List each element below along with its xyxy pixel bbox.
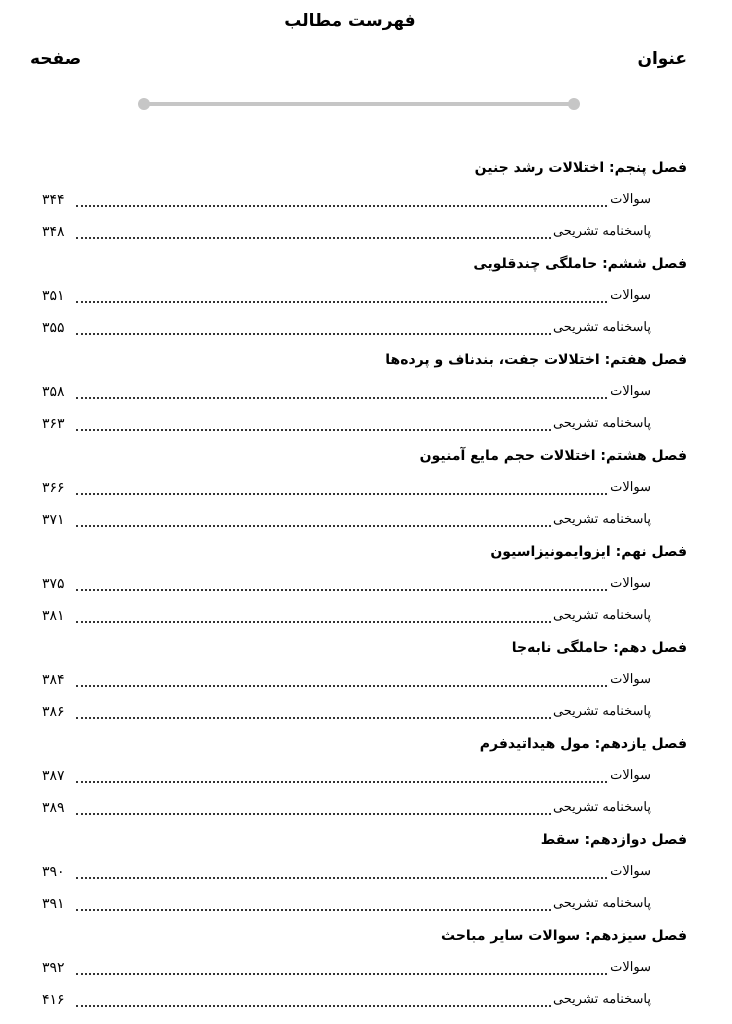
toc-entry[interactable] xyxy=(0,856,732,888)
page-number: ۳۶۶ xyxy=(42,480,65,496)
toc-entry[interactable] xyxy=(0,984,732,1016)
chapter-title[interactable]: فصل دهم: حاملگی نابه‌جا xyxy=(511,640,687,656)
chapter-title[interactable]: فصل سیزدهم: سوالات سایر مباحث xyxy=(441,928,687,944)
dot-leader xyxy=(76,301,651,303)
entry-label: سوالات xyxy=(609,664,651,696)
entry-label: سوالات xyxy=(609,760,651,792)
page-number: ۳۴۸ xyxy=(42,224,65,240)
toc-entry[interactable] xyxy=(0,696,732,728)
page-number: ۳۸۶ xyxy=(42,704,65,720)
page-number: ۳۷۱ xyxy=(42,512,65,528)
entry-label: سوالات xyxy=(609,184,651,216)
chapter-title[interactable]: فصل یازدهم: مول هیداتیدفرم xyxy=(479,736,687,752)
toc-chapter xyxy=(0,920,732,1016)
toc-chapter xyxy=(0,440,732,536)
dot-leader xyxy=(76,973,651,975)
dot-leader xyxy=(76,685,651,687)
toc-entry[interactable] xyxy=(0,952,732,984)
toc-chapter xyxy=(0,344,732,440)
toc-chapter xyxy=(0,152,732,248)
entry-label: پاسخنامه تشریحی xyxy=(552,408,651,440)
header-divider xyxy=(144,102,574,106)
entry-label: پاسخنامه تشریحی xyxy=(552,600,651,632)
entry-label: سوالات xyxy=(609,568,651,600)
toc-entry[interactable] xyxy=(0,312,732,344)
chapter-title[interactable]: فصل نهم: ایزوایمونیزاسیون xyxy=(490,544,687,560)
entry-label: پاسخنامه تشریحی xyxy=(552,792,651,824)
page-number: ۳۹۰ xyxy=(42,864,65,880)
toc-entry[interactable] xyxy=(0,664,732,696)
toc-chapter xyxy=(0,536,732,632)
toc-entry[interactable] xyxy=(0,760,732,792)
page-number: ۳۶۳ xyxy=(42,416,65,432)
page-number: ۳۷۵ xyxy=(42,576,65,592)
chapter-title[interactable]: فصل دوازدهم: سقط xyxy=(540,832,687,848)
toc-entry[interactable] xyxy=(0,888,732,920)
toc-entry[interactable] xyxy=(0,568,732,600)
dot-leader xyxy=(76,877,651,879)
title-column-header: عنوان xyxy=(637,49,687,69)
page-title: فهرست مطالب xyxy=(284,11,416,31)
page-number: ۳۹۱ xyxy=(42,896,65,912)
dot-leader xyxy=(76,493,651,495)
page-number: ۳۹۲ xyxy=(42,960,65,976)
divider-dot-right xyxy=(568,98,580,110)
entry-label: سوالات xyxy=(609,856,651,888)
entry-label: سوالات xyxy=(609,280,651,312)
toc-entry[interactable] xyxy=(0,216,732,248)
page-number: ۳۸۴ xyxy=(42,672,65,688)
dot-leader xyxy=(76,397,651,399)
page-number: ۳۸۷ xyxy=(42,768,65,784)
dot-leader xyxy=(76,781,651,783)
toc-chapter xyxy=(0,824,732,920)
toc-entry[interactable] xyxy=(0,184,732,216)
page-number: ۳۴۴ xyxy=(42,192,65,208)
chapter-title[interactable]: فصل ششم: حاملگی چندقلویی xyxy=(473,256,687,272)
toc-chapter xyxy=(0,728,732,824)
entry-label: پاسخنامه تشریحی xyxy=(552,888,651,920)
chapter-title[interactable]: فصل هفتم: اختلالات جفت، بندناف و پرده‌ها xyxy=(385,352,687,368)
chapter-title[interactable]: فصل هشتم: اختلالات حجم مایع آمنیون xyxy=(419,448,687,464)
dot-leader xyxy=(76,205,651,207)
page-number: ۳۵۸ xyxy=(42,384,65,400)
page-number: ۳۸۱ xyxy=(42,608,65,624)
toc-entry[interactable] xyxy=(0,280,732,312)
dot-leader xyxy=(76,589,651,591)
entry-label: پاسخنامه تشریحی xyxy=(552,216,651,248)
toc-chapter xyxy=(0,248,732,344)
entry-label: سوالات xyxy=(609,952,651,984)
page-number: ۴۱۶ xyxy=(42,992,65,1008)
toc-entry[interactable] xyxy=(0,792,732,824)
page-number: ۳۵۵ xyxy=(42,320,65,336)
entry-label: سوالات xyxy=(609,376,651,408)
toc-entry[interactable] xyxy=(0,504,732,536)
toc-chapter xyxy=(0,632,732,728)
toc-entry[interactable] xyxy=(0,376,732,408)
toc-entry[interactable] xyxy=(0,408,732,440)
page-column-header: صفحه xyxy=(30,49,82,69)
divider-dot-left xyxy=(138,98,150,110)
entry-label: پاسخنامه تشریحی xyxy=(552,984,651,1016)
toc-entry[interactable] xyxy=(0,472,732,504)
page-number: ۳۸۹ xyxy=(42,800,65,816)
page-number: ۳۵۱ xyxy=(42,288,65,304)
entry-label: پاسخنامه تشریحی xyxy=(552,312,651,344)
chapter-title[interactable]: فصل پنجم: اختلالات رشد جنین xyxy=(474,160,687,176)
toc-list xyxy=(0,152,732,1016)
entry-label: سوالات xyxy=(609,472,651,504)
entry-label: پاسخنامه تشریحی xyxy=(552,504,651,536)
toc-entry[interactable] xyxy=(0,600,732,632)
entry-label: پاسخنامه تشریحی xyxy=(552,696,651,728)
